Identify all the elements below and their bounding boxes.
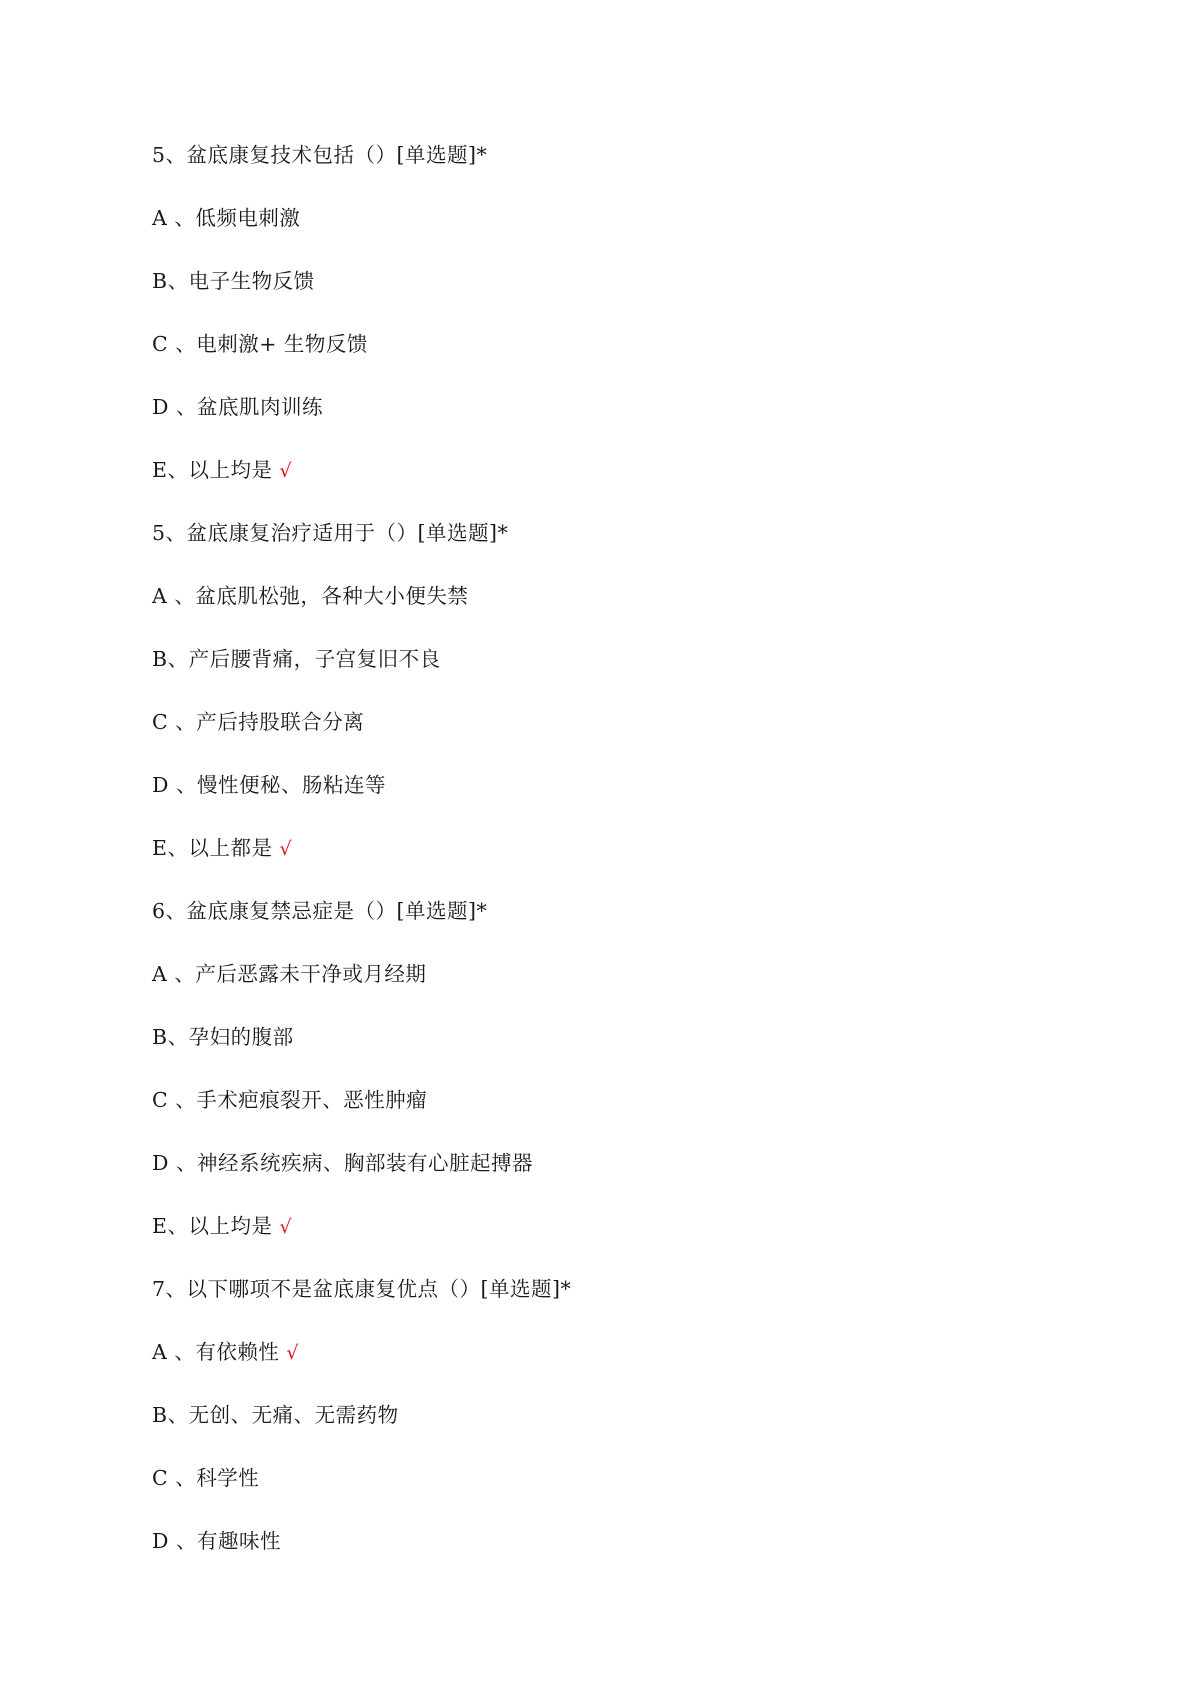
question-prompt: 5、盆底康复治疗适用于（）[单选题]*	[152, 521, 509, 545]
question-prompt: 5、盆底康复技术包括（）[单选题]*	[152, 143, 488, 167]
option-d	[152, 768, 1112, 831]
answer-check-mark: √	[279, 460, 293, 482]
option-c	[152, 327, 1112, 390]
option-text: E、以上均是	[152, 1214, 273, 1238]
option-text: C 、科学性	[152, 1466, 260, 1490]
option-c	[152, 1461, 1112, 1524]
option-text: E、以上都是	[152, 836, 273, 860]
option-e	[152, 1209, 1112, 1272]
option-text: A 、产后恶露未干净或月经期	[152, 962, 427, 986]
option-text: A 、盆底肌松弛，各种大小便失禁	[152, 584, 469, 608]
option-c	[152, 1083, 1112, 1146]
option-text: D 、慢性便秘、肠粘连等	[152, 773, 386, 797]
option-text: B、无创、无痛、无需药物	[152, 1403, 399, 1427]
option-text: B、产后腰背痛，子宫复旧不良	[152, 647, 441, 671]
option-text: D 、神经系统疾病、胸部装有心脏起搏器	[152, 1151, 533, 1175]
option-text: A 、有依赖性	[152, 1340, 280, 1364]
option-text: B、电子生物反馈	[152, 269, 315, 293]
option-c	[152, 705, 1112, 768]
document-page	[152, 138, 1112, 1587]
option-b	[152, 1398, 1112, 1461]
option-text: A 、低频电刺激	[152, 206, 301, 230]
option-d	[152, 1524, 1112, 1587]
option-d	[152, 390, 1112, 453]
option-text: D 、有趣味性	[152, 1529, 281, 1553]
option-e	[152, 831, 1112, 894]
option-d	[152, 1146, 1112, 1209]
option-b	[152, 264, 1112, 327]
option-text: C 、产后持股联合分离	[152, 710, 365, 734]
option-a	[152, 1335, 1112, 1398]
answer-check-mark: √	[279, 838, 293, 860]
answer-check-mark: √	[286, 1342, 299, 1364]
question-prompt: 6、盆底康复禁忌症是（）[单选题]*	[152, 899, 488, 923]
option-a	[152, 579, 1112, 642]
option-e	[152, 453, 1112, 516]
option-text: C 、电刺激+ 生物反馈	[152, 332, 368, 356]
option-a	[152, 201, 1112, 264]
option-b	[152, 642, 1112, 705]
question-prompt: 7、以下哪项不是盆底康复优点（）[单选题]*	[152, 1277, 572, 1301]
option-text: D 、盆底肌肉训练	[152, 395, 323, 419]
option-text: C 、手术疤痕裂开、恶性肿瘤	[152, 1088, 428, 1112]
answer-check-mark: √	[279, 1216, 293, 1238]
option-a	[152, 957, 1112, 1020]
option-text: B、孕妇的腹部	[152, 1025, 294, 1049]
option-b	[152, 1020, 1112, 1083]
option-text: E、以上均是	[152, 458, 273, 482]
